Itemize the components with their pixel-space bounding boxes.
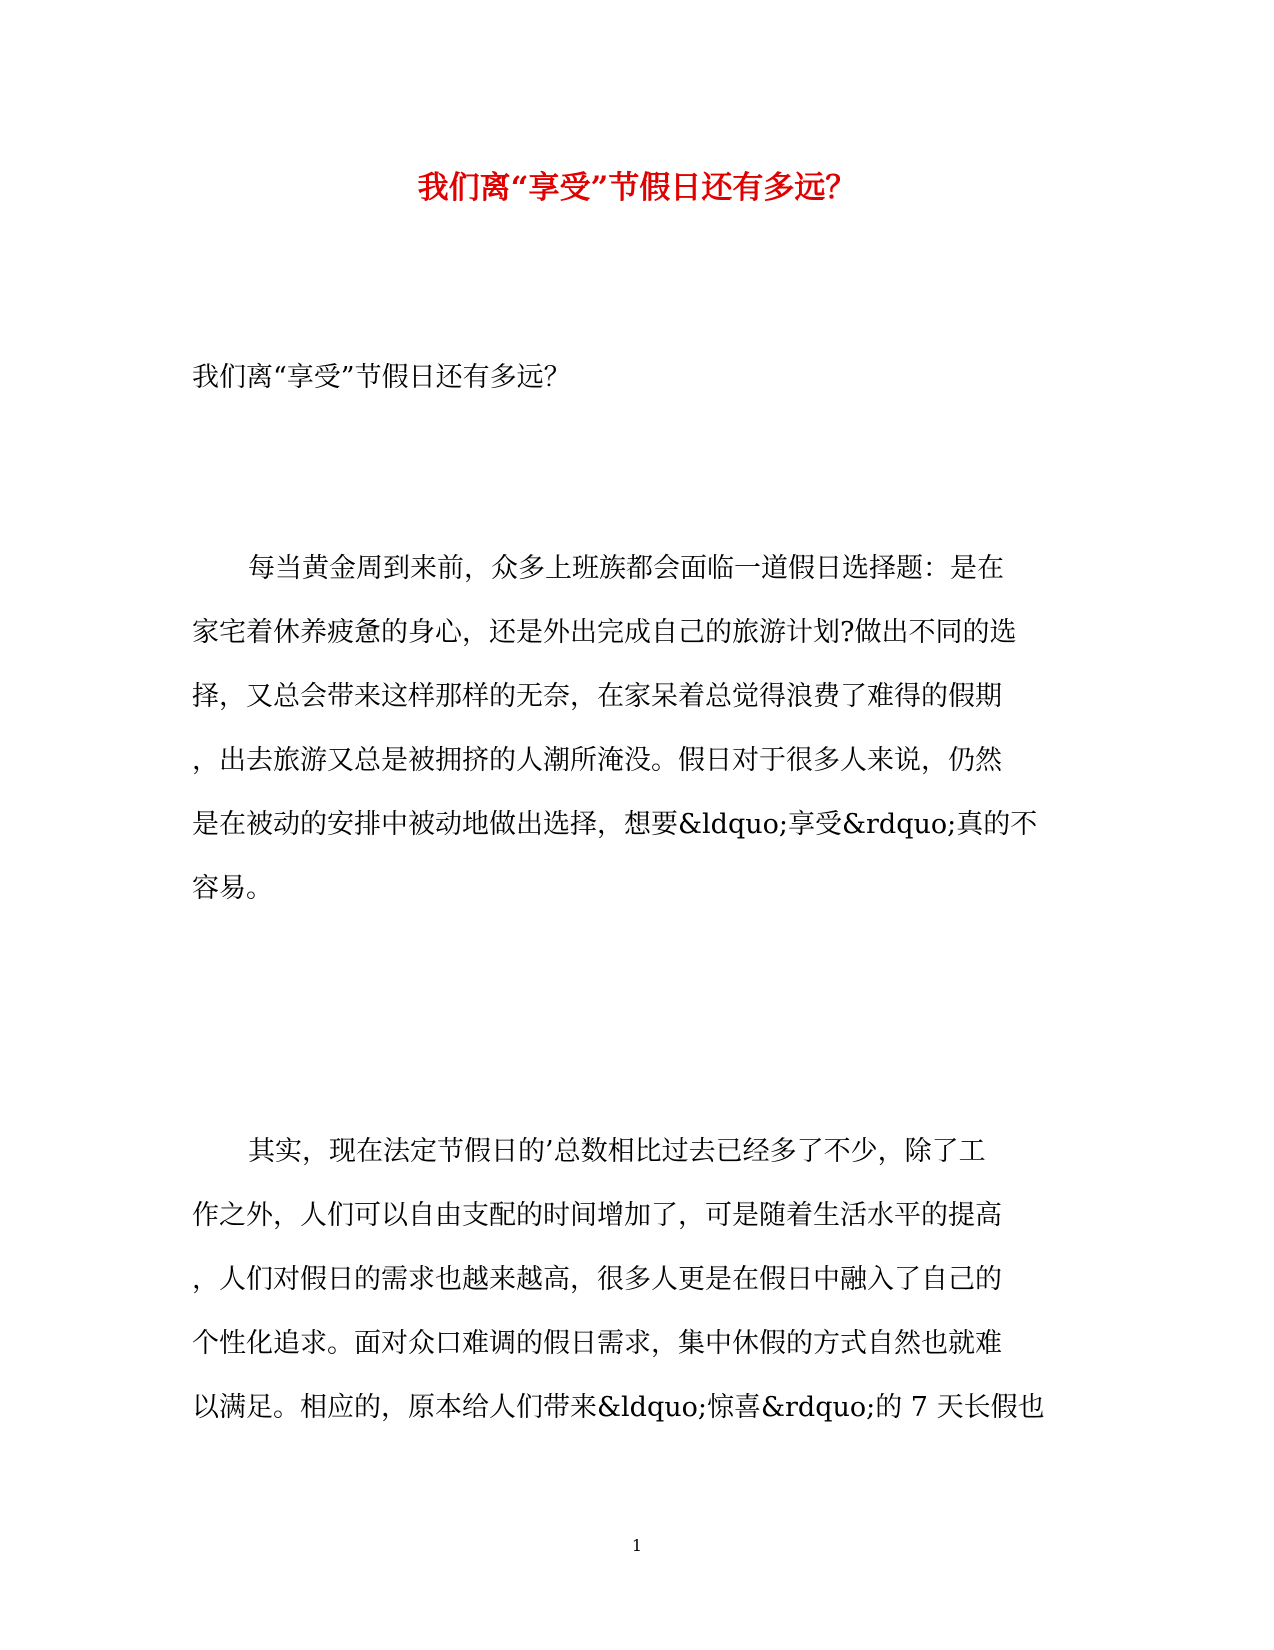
paragraph-line: 个性化追求。面对众口难调的假日需求，集中休假的方式自然也就难 [192,1328,1002,1359]
paragraph-line: 择，又总会带来这样那样的无奈，在家呆着总觉得浪费了难得的假期 [192,681,1002,712]
document-subtitle: 我们离“享受”节假日还有多远？ [192,362,571,393]
paragraph-line: 其实，现在法定节假日的’总数相比过去已经多了不少，除了工 [248,1136,986,1167]
paragraph-line: ，人们对假日的需求也越来越高，很多人更是在假日中融入了自己的 [192,1264,1002,1295]
paragraph-line: 容易。 [192,873,273,904]
paragraph-line: 作之外，人们可以自由支配的时间增加了，可是随着生活水平的提高 [192,1200,1002,1231]
paragraph-1 [192,549,1092,933]
page-number: 1 [631,1536,643,1555]
paragraph-2 [192,1132,1092,1452]
paragraph-line: 家宅着休养疲惫的身心，还是外出完成自己的旅游计划?做出不同的选 [192,617,1017,648]
document-title: 我们离“享受”节假日还有多远？ [417,170,857,206]
paragraph-line: 每当黄金周到来前，众多上班族都会面临一道假日选择题：是在 [248,553,1004,584]
paragraph-line: 是在被动的安排中被动地做出选择，想要&ldquo;享受&rdquo;真的不 [192,809,1038,840]
paragraph-line: ，出去旅游又总是被拥挤的人潮所淹没。假日对于很多人来说，仍然 [192,745,1002,776]
paragraph-line: 以满足。相应的，原本给人们带来&ldquo;惊喜&rdquo;的 7 天长假也 [192,1392,1045,1423]
